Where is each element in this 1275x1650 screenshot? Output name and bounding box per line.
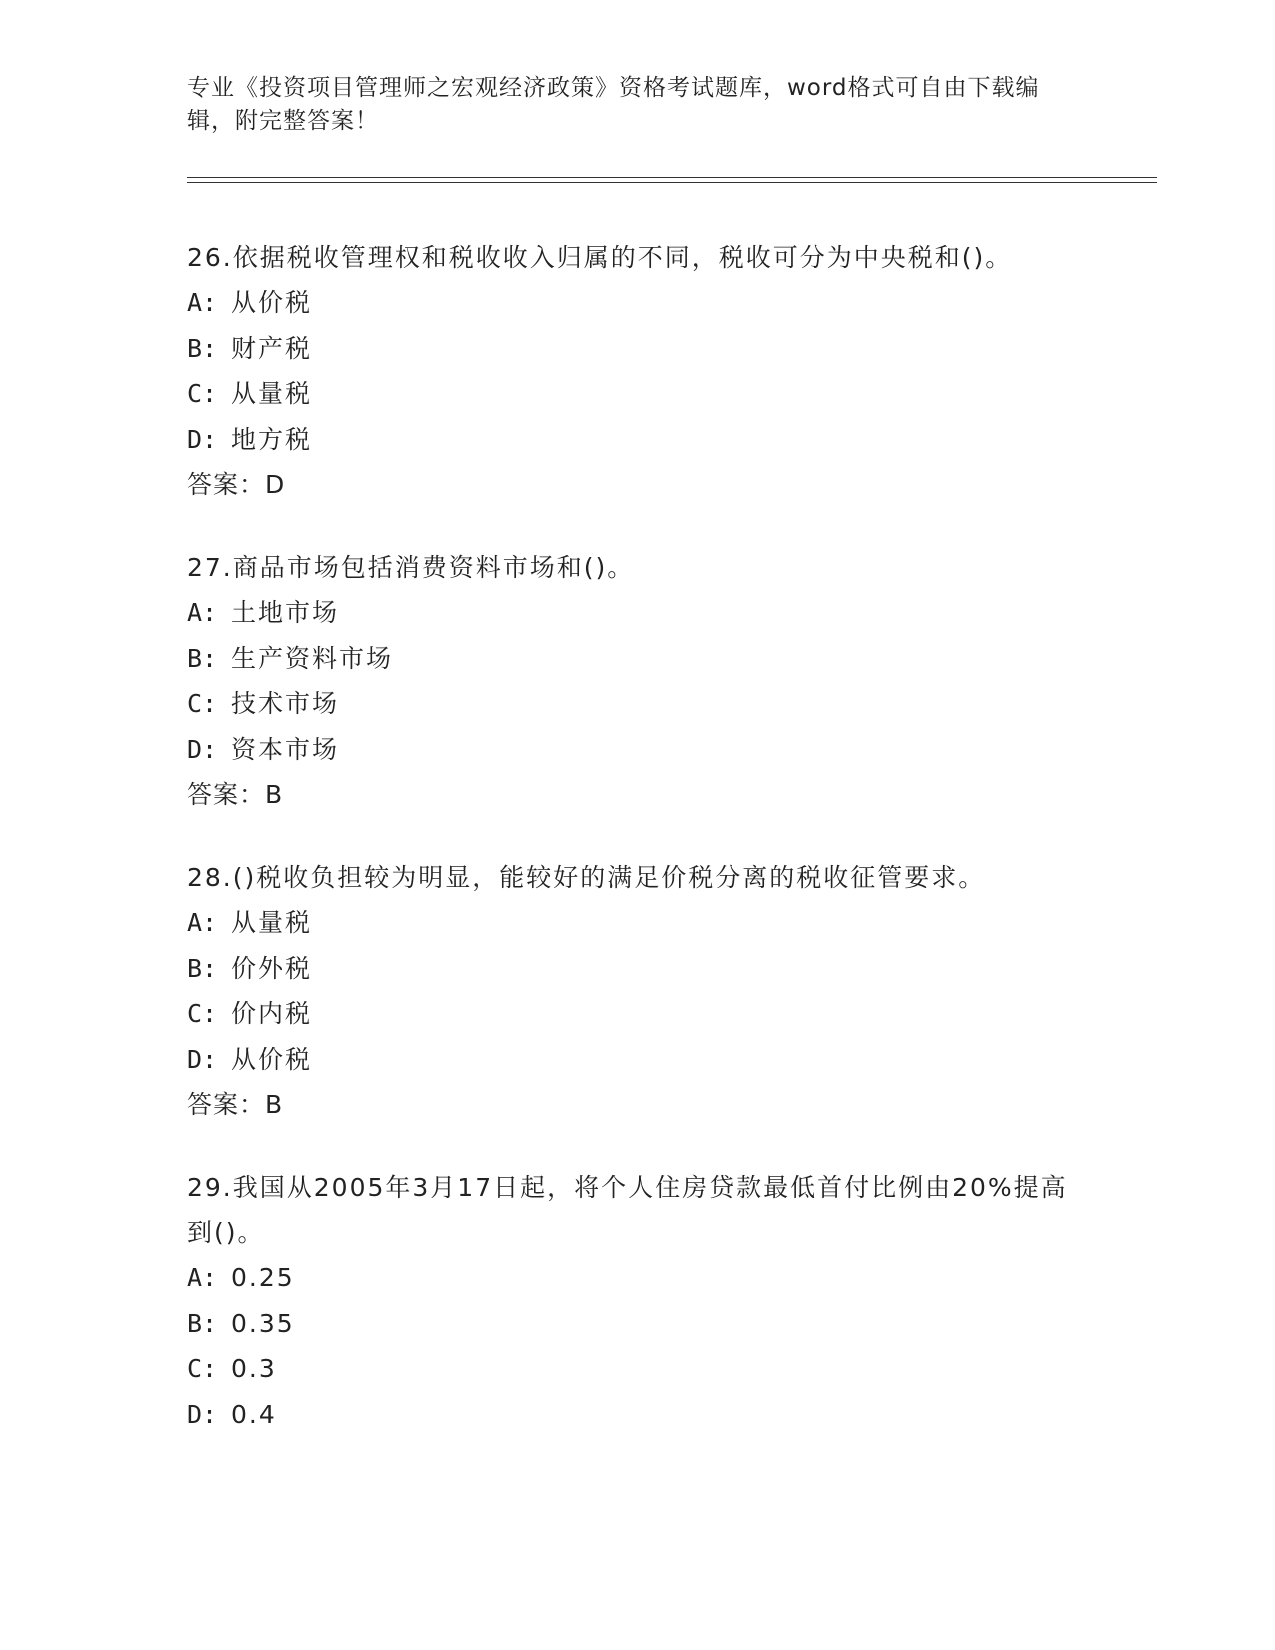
option-text: 从价税: [231, 1044, 313, 1074]
answer-line: 答案：B: [187, 1090, 284, 1119]
option-text: 生产资料市场: [231, 643, 394, 673]
question-29: [187, 1165, 1087, 1437]
option-text: 从量税: [231, 908, 313, 937]
question-27: [187, 545, 1087, 817]
option-d: [187, 727, 1087, 773]
option-a: [187, 1255, 1087, 1301]
option-key: C:: [187, 1354, 218, 1383]
question-stem: 27.商品市场包括消费资料市场和()。: [187, 553, 635, 582]
option-key: C:: [187, 379, 218, 408]
option-key: C:: [187, 999, 218, 1028]
option-text: 价内税: [231, 999, 313, 1028]
option-a: [187, 900, 1087, 946]
option-d: [187, 1392, 1087, 1438]
option-b: [187, 1301, 1087, 1347]
option-key: B:: [187, 643, 218, 673]
option-text: 技术市场: [231, 689, 340, 718]
option-text: 0.4: [231, 1399, 277, 1429]
answer-line: 答案：B: [187, 780, 284, 809]
option-text: 0.3: [231, 1354, 277, 1383]
option-b: [187, 326, 1087, 372]
option-key: A:: [187, 288, 218, 317]
question-list: [187, 235, 1087, 1475]
option-c: [187, 371, 1087, 417]
document-intro: 专业《投资项目管理师之宏观经济政策》资格考试题库，word格式可自由下载编辑，附完整答案！: [187, 75, 1040, 134]
option-text: 0.35: [231, 1308, 295, 1338]
option-a: [187, 280, 1087, 326]
question-26: [187, 235, 1087, 507]
option-text: 0.25: [231, 1263, 295, 1292]
question-stem: 28.()税收负担较为明显，能较好的满足价税分离的税收征管要求。: [187, 863, 986, 892]
option-key: B:: [187, 1308, 218, 1338]
question-28: [187, 855, 1087, 1127]
option-d: [187, 1037, 1087, 1083]
option-a: [187, 590, 1087, 636]
option-text: 财产税: [231, 333, 313, 363]
question-stem: 26.依据税收管理权和税收收入归属的不同，税收可分为中央税和()。: [187, 243, 1013, 272]
option-key: B:: [187, 953, 218, 983]
option-text: 价外税: [231, 953, 313, 983]
option-c: [187, 1346, 1087, 1392]
header-divider-bottom: [187, 182, 1157, 183]
question-stem: 29.我国从2005年3月17日起，将个人住房贷款最低首付比例由20%提高到()。: [187, 1173, 1068, 1247]
option-key: D:: [187, 734, 218, 764]
option-text: 资本市场: [231, 734, 340, 764]
option-b: [187, 636, 1087, 682]
option-key: D:: [187, 1044, 218, 1074]
option-text: 从量税: [231, 379, 313, 408]
header-divider-top: [187, 177, 1157, 178]
option-key: A:: [187, 908, 218, 937]
option-key: D:: [187, 424, 218, 454]
option-key: C:: [187, 689, 218, 718]
option-b: [187, 946, 1087, 992]
option-text: 从价税: [231, 288, 313, 317]
option-key: B:: [187, 333, 218, 363]
answer-line: 答案：D: [187, 470, 286, 499]
option-text: 地方税: [231, 424, 313, 454]
option-key: A:: [187, 1263, 218, 1292]
option-text: 土地市场: [231, 598, 340, 627]
option-key: A:: [187, 598, 218, 627]
option-d: [187, 417, 1087, 463]
option-c: [187, 991, 1087, 1037]
option-key: D:: [187, 1399, 218, 1429]
option-c: [187, 681, 1087, 727]
